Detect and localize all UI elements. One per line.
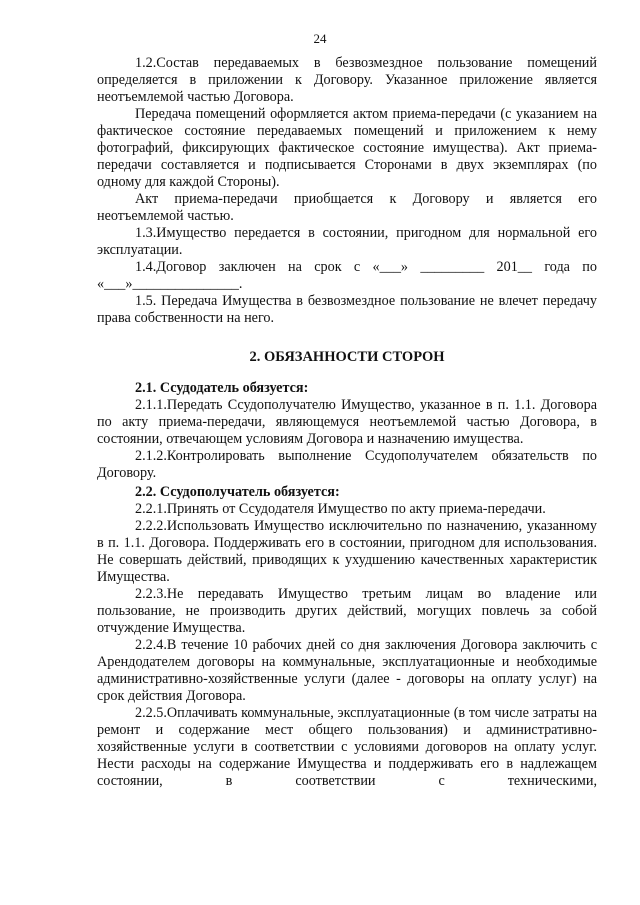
paragraph-transfer-act: Передача помещений оформляется актом приема-передачи (с указанием на фактическое состояние передаваемых помещений и приложением к нему фотографий, фиксирующих фактическое состояние имущества). Акт приема-передачи составляется и подписывается Сторонами в двух экземплярах (по одному для каждой Стороны).: [97, 106, 597, 190]
section-heading: 2. ОБЯЗАННОСТИ СТОРОН: [249, 349, 445, 365]
clause-2-1-1: 2.1.1.Передать Ссудополучателю Имущество, указанное в п. 1.1. Договора по акту приема-передачи, являющемуся неотъемлемой частью Договора, в состоянии, отвечающем условиям Договора и назначению имущества.: [97, 397, 597, 447]
paragraph-act-attached: Акт приема-передачи приобщается к Договору и является его неотъемлемой частью.: [97, 191, 597, 224]
page-number: 24: [313, 31, 327, 46]
subsection-2-1-title: 2.1. Ссудодатель обязуется:: [135, 380, 309, 396]
paragraph-1-4: 1.4.Договор заключен на срок с «___» _________ 201__ года по «___»_______________.: [97, 259, 597, 292]
paragraph-1-5: 1.5. Передача Имущества в безвозмездное пользование не влечет передачу права собственности на него.: [97, 293, 597, 326]
clause-2-2-3: 2.2.3.Не передавать Имущество третьим лицам во владение или пользование, не производить других действий, могущих повлечь за собой отчуждение Имущества.: [97, 586, 597, 636]
clause-2-2-4: 2.2.4.В течение 10 рабочих дней со дня заключения Договора заключить с Арендодателем договоры на коммунальные, эксплуатационные и необходимые административно-хозяйственные услуги (далее - договоры на оплату услуг) на срок действия Договора.: [97, 637, 597, 704]
paragraph-1-3: 1.3.Имущество передается в состоянии, пригодном для нормальной его эксплуатации.: [97, 225, 597, 258]
paragraph-1-2: 1.2.Состав передаваемых в безвозмездное пользование помещений определяется в приложении к Договору. Указанное приложение является неотъемлемой частью Договора.: [97, 55, 597, 105]
document-body: [97, 55, 597, 790]
clause-2-2-5: 2.2.5.Оплачивать коммунальные, эксплуатационные (в том числе затраты на ремонт и содержание мест общего пользования) и административно-хозяйственные услуги в соответствии с условиями договоров на оплату услуг. Нести расходы на содержание Имущества и поддерживать его в надлежащем состоянии, в соответствии с техническими,: [97, 705, 597, 789]
subsection-2-2-title: 2.2. Ссудополучатель обязуется:: [135, 484, 340, 500]
clause-2-2-1: 2.2.1.Принять от Ссудодателя Имущество по акту приема-передачи.: [135, 501, 546, 517]
clause-2-1-2: 2.1.2.Контролировать выполнение Ссудополучателем обязательств по Договору.: [97, 448, 597, 481]
clause-2-2-2: 2.2.2.Использовать Имущество исключительно по назначению, указанному в п. 1.1. Договора. Поддерживать его в состоянии, пригодном для использования. Не совершать действий, приводящих к ухудшению качественных характеристик Имущества.: [97, 518, 597, 585]
